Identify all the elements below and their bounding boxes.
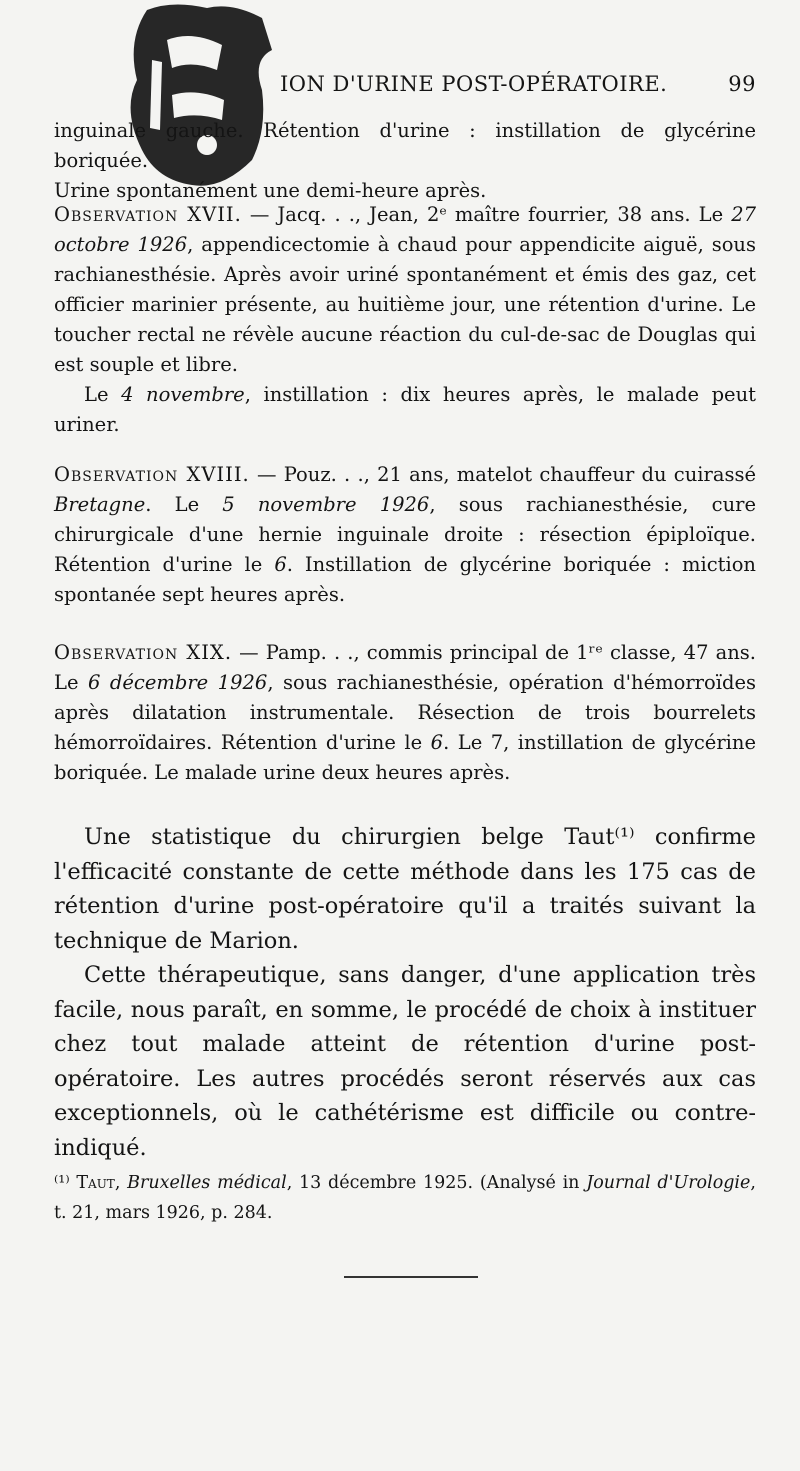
footnote-1: ⁽¹⁾ Taut, Bruxelles médical, 13 décembre 1925. (Analysé in Journal d'Urologie, t. 21, mars 1926, p. 284. xyxy=(54,1173,756,1223)
observation-17-label: Observation XVII. xyxy=(54,203,242,226)
end-rule-divider xyxy=(344,1276,478,1278)
continuation-text xyxy=(54,116,756,206)
observation-19-paragraph: Observation XIX. — Pamp. . ., commis principal de 1ʳᵉ classe, 47 ans. Le 6 décembre 1926, sous rachianesthésie, opération d'hémorroïdes après dilatation instrumentale. Résection de trois bourrelets hémorroïdaires. Rétention d'urine le 6. Le 7, instillation de glycérine boriquée. Le malade urine deux heures après. xyxy=(54,641,756,784)
footnote xyxy=(54,1168,756,1228)
footnote-author: Taut xyxy=(76,1173,115,1193)
observation-17-date: 27 octobre 1926 xyxy=(54,203,757,256)
main-body-text xyxy=(54,820,756,1165)
observation-19-label: Observation XIX. xyxy=(54,641,233,664)
running-head xyxy=(150,72,756,96)
continuation-line-2: Urine spontanément une demi-heure après. xyxy=(54,179,487,202)
observation-17-followup: Le 4 novembre, instillation : dix heures après, le malade peut uriner. xyxy=(54,383,756,436)
observation-19 xyxy=(54,638,756,788)
continuation-line-1: inguinale gauche. Rétention d'urine : instillation de glycérine boriquée. xyxy=(54,119,756,172)
body-paragraph-1: Une statistique du chirurgien belge Taut⁽¹⁾ confirme l'efficacité constante de cette méthode dans les 175 cas de rétention d'urine post-opératoire qu'il a traités suivant la technique de Marion. xyxy=(54,824,756,954)
page-number: 99 xyxy=(728,72,756,96)
observation-17 xyxy=(54,200,756,440)
observation-18-label: Observation XVIII. xyxy=(54,463,250,486)
observation-17-paragraph: Observation XVII. — Jacq. . ., Jean, 2ᵉ maître fourrier, 38 ans. Le 27 octobre 1926, appendicectomie à chaud pour appendicite aiguë, sous rachianesthésie. Après avoir uriné spontanément et émis des gaz, cet officier marinier présente, au huitième jour, une rétention d'urine. Le toucher rectal ne révèle aucune réaction du cul-de-sac de Douglas qui est souple et libre. xyxy=(54,203,757,376)
observation-18-paragraph: Observation XVIII. — Pouz. . ., 21 ans, matelot chauffeur du cuirassé Bretagne. Le 5 novembre 1926, sous rachianesthésie, cure chirurgicale d'une hernie inguinale droite : résection épiploïque. Rétention d'urine le 6. Instillation de glycérine boriquée : miction spontanée sept heures après. xyxy=(54,463,757,606)
body-paragraph-2: Cette thérapeutique, sans danger, d'une application très facile, nous paraît, en somme, le procédé de choix à instituer chez tout malade atteint de rétention d'urine post-opératoire. Les autres procédés seront réservés aux cas exceptionnels, où le cathétérisme est difficile ou contre-indiqué. xyxy=(54,962,756,1161)
observation-18 xyxy=(54,460,756,610)
running-title: ION D'URINE POST-OPÉRATOIRE. xyxy=(280,72,668,96)
